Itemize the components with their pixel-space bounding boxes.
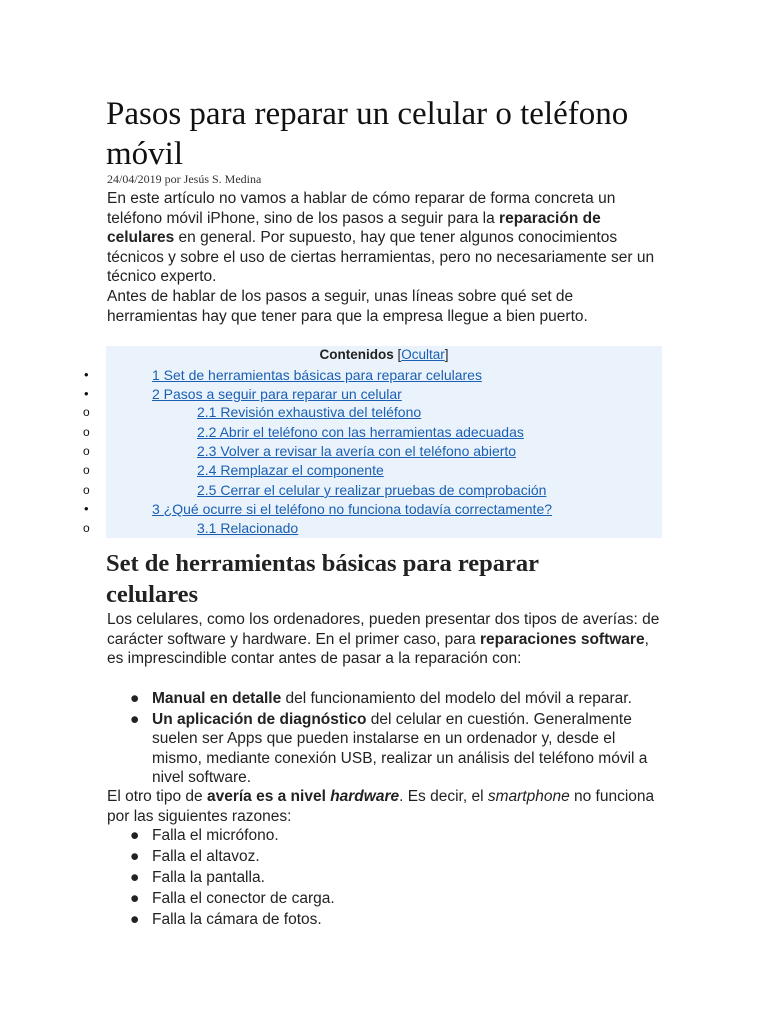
bullet-dot-icon: ● <box>130 690 140 707</box>
list-item-text: del funcionamiento del modelo del móvil a reparar. <box>281 690 632 707</box>
toc-link-2-3[interactable]: 2.3 Volver a revisar la avería con el teléfono abierto <box>197 443 517 459</box>
toc-item <box>83 481 766 499</box>
intro1-bold: reparación de celulares <box>107 209 601 246</box>
toc-item <box>84 385 766 403</box>
bullet-disc-icon: • <box>84 367 89 382</box>
list-item-text: del celular en cuestión. Generalmente suelen ser Apps que pueden instalarse en un ordenador y, desde el mismo, mediante conexión USB, realizar un análisis del teléfono móvil a nivel software. <box>152 710 648 786</box>
s1p2-text-e: no funciona por las siguientes razones: <box>107 788 655 825</box>
s1p2-italic: smartphone <box>487 788 570 805</box>
toc-heading: Contenidos <box>319 347 394 362</box>
post-meta <box>107 172 261 187</box>
toc-link-2-1[interactable]: 2.1 Revisión exhaustiva del teléfono <box>197 404 422 420</box>
s1p2-bold: avería es a nivel <box>206 788 331 805</box>
bullet-dot-icon: ● <box>130 869 140 886</box>
s1p2-text-a: El otro tipo de <box>107 788 207 805</box>
s1p1-text-c: , es imprescindible contar antes de pasar a la reparación con: <box>107 630 649 667</box>
list-item-bold: Manual en detalle <box>152 690 282 707</box>
bullet-dot-icon: ● <box>130 710 140 728</box>
toc-link-2-2[interactable]: 2.2 Abrir el teléfono con las herramientas adecuadas <box>197 424 524 440</box>
bullet-dot-icon: ● <box>130 827 140 844</box>
bullet-disc-icon: • <box>84 501 89 516</box>
failures-list <box>130 826 665 931</box>
list-item-bold: Un aplicación de diagnóstico <box>152 710 367 728</box>
intro1-text-a: En este artículo no vamos a hablar de cómo reparar de forma concreta un teléfono móvil iPhone, sino de los pasos a seguir para la <box>107 190 616 227</box>
list-item <box>130 868 665 888</box>
intro-paragraph-1 <box>107 189 667 287</box>
s1p2-bold-italic: hardware <box>330 788 400 805</box>
post-author: Jesús S. Medina <box>183 172 262 186</box>
page-title: Pasos para reparar un celular o teléfono móvil <box>106 96 629 172</box>
bullet-circle-icon: o <box>83 444 90 458</box>
section-paragraph-2 <box>107 787 667 826</box>
toc-link-3[interactable]: 3 ¿Qué ocurre si el teléfono no funciona todavía correctamente? <box>152 501 553 517</box>
toc-link-3-1[interactable]: 3.1 Relacionado <box>197 520 299 536</box>
list-item-text: Falla el altavoz. <box>152 848 260 865</box>
toc-link-1[interactable]: 1 Set de herramientas básicas para reparar celulares <box>152 367 482 383</box>
toc-item <box>83 403 766 421</box>
section-paragraph-1 <box>107 610 667 669</box>
toc-hide-link[interactable]: Ocultar <box>401 347 445 362</box>
bullet-circle-icon: o <box>83 483 90 497</box>
list-item <box>130 710 665 788</box>
bullet-dot-icon: ● <box>130 848 140 865</box>
bullet-dot-icon: ● <box>130 911 140 928</box>
s1p2-text-c: . Es decir, el <box>399 788 488 805</box>
list-item <box>130 689 665 709</box>
list-item <box>130 847 665 867</box>
toc-link-2[interactable]: 2 Pasos a seguir para reparar un celular <box>152 386 402 402</box>
toc-item <box>83 442 766 460</box>
list-item-text: Falla el conector de carga. <box>152 890 335 907</box>
bullet-dot-icon: ● <box>130 890 140 907</box>
toc-item <box>83 423 766 441</box>
toc-link-2-5[interactable]: 2.5 Cerrar el celular y realizar pruebas de comprobación <box>197 482 547 498</box>
bullet-circle-icon: o <box>83 425 90 439</box>
table-of-contents <box>83 346 662 538</box>
list-item-text: Falla el micrófono. <box>152 827 279 844</box>
intro1-text-c: en general. Por supuesto, hay que tener algunos conocimientos técnicos y sobre el uso de ciertas herramientas, pero no necesariamente ser un técnico experto. <box>107 229 655 285</box>
toc-item <box>83 461 766 479</box>
bullet-circle-icon: o <box>83 405 90 419</box>
section-heading: Set de herramientas básicas para reparar celulares <box>106 550 539 608</box>
list-item-text: Falla la pantalla. <box>152 869 265 886</box>
intro-paragraph-2: Antes de hablar de los pasos a seguir, unas líneas sobre qué set de herramientas hay que tener para que la empresa llegue a bien puerto. <box>107 288 588 325</box>
toc-bracket-open: [ <box>393 347 402 362</box>
list-item <box>130 910 665 930</box>
toc-header <box>106 347 662 362</box>
post-by: por <box>161 172 184 186</box>
toc-bracket-close: ] <box>444 347 449 362</box>
s1p1-bold: reparaciones software <box>480 630 645 648</box>
list-item <box>130 826 665 846</box>
bullet-disc-icon: • <box>84 386 89 401</box>
toc-link-2-4[interactable]: 2.4 Remplazar el componente <box>197 462 384 478</box>
bullet-circle-icon: o <box>83 521 90 535</box>
bullet-circle-icon: o <box>83 463 90 477</box>
toc-item <box>84 500 766 518</box>
post-date: 24/04/2019 <box>107 172 162 186</box>
requirements-list <box>130 689 665 789</box>
toc-item <box>84 366 766 384</box>
list-item <box>130 889 665 909</box>
s1p1-text-a: Los celulares, como los ordenadores, pueden presentar dos tipos de averías: de carácter software y hardware. En el primer caso, para <box>107 611 660 648</box>
list-item-text: Falla la cámara de fotos. <box>152 911 322 928</box>
toc-item <box>83 519 766 537</box>
